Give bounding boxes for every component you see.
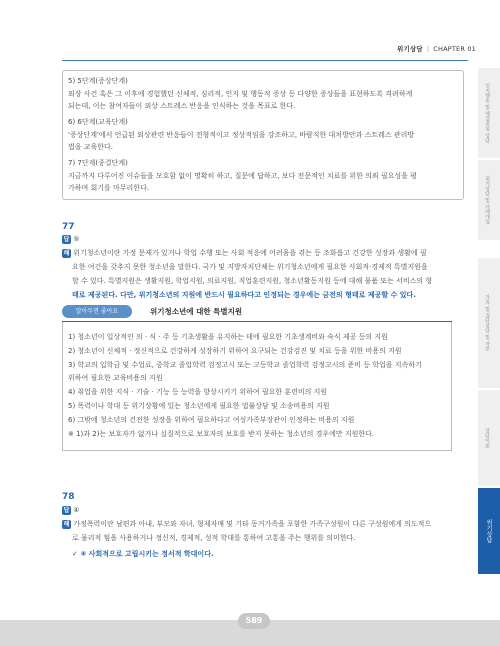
side-tab-4[interactable]: 상담이론 <box>478 390 500 487</box>
stage-line: 되는데, 이는 참여자들이 외상 스트레스 반응을 인식하는 것을 목표로 한다. <box>68 102 296 110</box>
support-item: 3) 학교의 입학금 및 수업료, 중학교 졸업학력 검정고시 또는 고등학교 졸업학력 검정고시의 준비 등 학업을 지속하기 <box>68 361 422 369</box>
support-item: 4) 취업을 위한 지식 · 기술 · 기능 등 능력을 향상시키기 위하여 필요한 훈련비의 지원 <box>68 388 328 396</box>
answer-row <box>62 234 80 245</box>
header-section: 위기상담 <box>396 45 423 53</box>
stage-line: 6) 6단계(교육단계) <box>68 118 128 126</box>
support-item: 6) 그밖에 청소년의 건전한 성장을 위하여 필요하다고 여성가족부장관이 인정하는 비용의 지원 <box>68 416 355 424</box>
explanation-line: 해 가정폭력이란 남편과 아내, 부모와 자녀, 형제자매 및 기타 동거가족을 포함한 가족구성원이 다른 구성원에게 의도적으 <box>63 520 432 528</box>
side-tab-2[interactable]: 위기상담 및 사례개입 <box>478 160 500 241</box>
explanation-badge: 해 <box>63 249 70 257</box>
tip-pill: 알아두면 좋아요 <box>62 305 132 318</box>
support-item: 1) 청소년이 일상적인 의 · 식 · 주 등 기초생활을 유지하는 데에 필요한 기초생계비와 숙식 제공 등의 지원 <box>68 333 388 341</box>
tip-title: 위기청소년에 대한 특별지원 <box>150 307 243 316</box>
tip-header <box>62 303 452 322</box>
check-icon: ✓ <box>72 550 78 558</box>
answer-badge: 답 <box>63 235 70 243</box>
answer-value: ⑤ <box>73 235 80 243</box>
header-rule <box>62 60 468 61</box>
explanation-line: 해 위기청소년이란 가정 문제가 있거나 학업 수행 또는 사회 적응에 어려움을 겪는 등 조화롭고 건강한 성장과 생활에 필 <box>63 249 427 257</box>
support-item: 5) 폭력이나 학대 등 위기상황에 있는 청소년에게 필요한 법률상담 및 소송비용의 지원 <box>68 402 330 410</box>
page-header: 위기상담 | CHAPTER 01 <box>396 45 476 53</box>
explanation-line: 요한 여건을 갖추지 못한 청소년을 말한다. 국가 및 지방자치단체는 위기청소년에게 필요한 사회적·경제적 특별지원을 <box>72 263 428 271</box>
question-number: 78 <box>62 492 75 502</box>
note-line <box>72 549 214 560</box>
side-tab-3[interactable]: 가족 및 집단상담 및 자문 <box>478 258 500 389</box>
note-text: 사회적으로 고립시키는 정서적 학대이다. <box>88 550 214 558</box>
side-tab-1[interactable]: 인지행동 및 해결중심 상담 <box>478 68 500 159</box>
stage-line: 5) 5단계(증상단계) <box>68 77 128 85</box>
stage-line: 7) 7단계(종결단계) <box>68 159 128 167</box>
stage-line: 지금까지 다루어진 이슈들을 모호함 없이 명확히 하고, 질문에 답하고, 보다 전문적인 치료를 위한 의뢰 필요성을 평 <box>68 172 417 180</box>
support-note: ※ 1)과 2)는 보호자가 없거나 실질적으로 보호자의 보호를 받지 못하는 청소년의 경우에만 지원한다. <box>68 430 375 438</box>
explanation-line: 로 물리적 힘을 사용하거나 정신적, 경제적, 성적 학대를 통하여 고통을 주는 행위를 의미한다. <box>72 534 356 542</box>
explanation-line-highlight: 태로 제공된다. 다만, 위기청소년의 지원에 반드시 필요하다고 인정되는 경우에는 금전의 형태로 제공할 수 있다. <box>72 291 416 299</box>
header-chapter: CHAPTER 01 <box>433 45 476 53</box>
stage-line: 법을 교육한다. <box>68 143 114 151</box>
note-prefix: ④ <box>80 550 87 558</box>
explanation-badge: 해 <box>63 520 70 528</box>
support-item: 2) 청소년이 신체적 · 정신적으로 건강하게 성장하기 위하여 요구되는 건강검진 및 치료 등을 위한 비용의 지원 <box>68 347 402 355</box>
stage-line: 외상 사건 혹은 그 이후에 경험했던 신체적, 심리적, 인지 및 행동적 증상 등 다양한 증상들을 표현하도록 격려하게 <box>68 90 413 98</box>
question-number: 77 <box>62 222 75 232</box>
answer-badge: 답 <box>63 506 70 514</box>
stage-line: 가하며 회기를 마무리한다. <box>68 184 150 192</box>
answer-row <box>62 505 80 516</box>
support-item: 위하여 필요한 교육비용의 지원 <box>68 374 163 382</box>
stage-line: '증상단계'에서 언급된 외상관련 반응들이 전형적이고 정상적임을 강조하고, 바람직한 대처방안과 스트레스 관리방 <box>68 131 415 139</box>
explanation-line: 할 수 있다. 특별지원은 생활지원, 학업지원, 의료지원, 직업훈련지원, 청소년활동지원 등에 대해 물품 또는 서비스의 형 <box>72 277 433 285</box>
page-number: 589 <box>238 613 270 629</box>
answer-value: ④ <box>73 506 80 514</box>
side-tab-active[interactable]: 위기상담 <box>478 488 500 575</box>
